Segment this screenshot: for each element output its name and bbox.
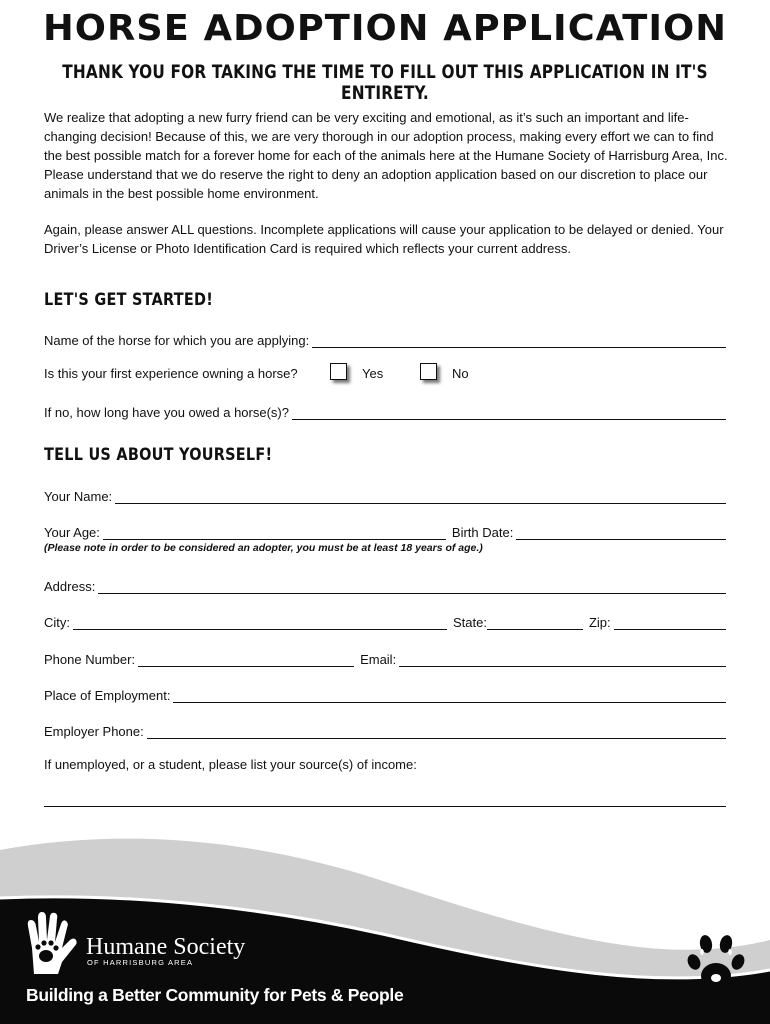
- no-checkbox[interactable]: [420, 363, 437, 380]
- zip-label: Zip:: [588, 615, 611, 630]
- horse-name-label: Name of the horse for which you are applying:: [44, 333, 310, 348]
- org-subname: OF HARRISBURG AREA: [87, 958, 194, 967]
- city-label: City:: [44, 615, 70, 630]
- page-title: HORSE ADOPTION APPLICATION: [42, 8, 728, 49]
- age-note: (Please note in order to be considered an adopter, you must be at least 18 years of age.): [44, 542, 483, 554]
- page-subtitle: THANK YOU FOR TAKING THE TIME TO FILL OUT THIS APPLICATION IN IT'S ENTIRETY.: [62, 62, 708, 104]
- org-name: Humane Society: [86, 934, 246, 960]
- yes-label: Yes: [362, 366, 384, 381]
- paw-print-icon: [680, 928, 750, 998]
- income-field[interactable]: [44, 806, 726, 807]
- horse-name-field[interactable]: [312, 332, 726, 348]
- how-long-row: [44, 400, 726, 420]
- intro-paragraph-1: We realize that adopting a new furry friend can be very exciting and emotional, as it’s such an important and life-changing decision! Because of this, we are very thorough in our adoption process, making every effort we can to find the best possible match for a forever home for each of the animals here at the Humane Society of Harrisburg Area, Inc. Please understand that we do reserve the right to deny an adoption application based on our discretion to place our animals in the best possible home environment.: [44, 110, 728, 201]
- employer-phone-row: [44, 719, 726, 739]
- income-label: If unemployed, or a student, please list your source(s) of income:: [44, 757, 417, 772]
- employment-row: [44, 683, 726, 703]
- address-label: Address:: [44, 579, 96, 594]
- birth-date-label: Birth Date:: [451, 525, 514, 540]
- address-row: [44, 574, 726, 594]
- yes-checkbox[interactable]: [330, 363, 347, 380]
- email-field[interactable]: [399, 651, 726, 667]
- phone-field[interactable]: [138, 651, 354, 667]
- age-field[interactable]: [103, 524, 446, 540]
- phone-label: Phone Number:: [44, 652, 136, 667]
- employment-label: Place of Employment:: [44, 688, 171, 703]
- section-heading-lets-get-started: LET'S GET STARTED!: [44, 290, 214, 310]
- age-label: Your Age:: [44, 525, 100, 540]
- employer-phone-field[interactable]: [147, 723, 726, 739]
- hand-paw-logo-icon: [24, 912, 80, 976]
- intro-paragraph-2: Again, please answer ALL questions. Incomplete applications will cause your application to be delayed or denied. Your Driver’s License or Photo Identification Card is required which reflects your current address.: [44, 222, 724, 256]
- city-field[interactable]: [73, 614, 447, 630]
- how-long-label: If no, how long have you owed a horse(s)?: [44, 405, 289, 420]
- footer-slogan: Building a Better Community for Pets & People: [26, 985, 404, 1005]
- name-field[interactable]: [115, 488, 726, 504]
- first-experience-label: Is this your first experience owning a horse?: [44, 366, 298, 381]
- zip-field[interactable]: [614, 614, 726, 630]
- no-label: No: [452, 366, 469, 381]
- phone-row: [44, 647, 726, 667]
- city-row: [44, 610, 726, 630]
- horse-name-row: [44, 328, 726, 348]
- name-label: Your Name:: [44, 489, 113, 504]
- birth-date-field[interactable]: [516, 524, 726, 540]
- section-heading-tell-us: TELL US ABOUT YOURSELF!: [44, 445, 273, 465]
- state-label: State:: [453, 615, 487, 630]
- employer-phone-label: Employer Phone:: [44, 724, 144, 739]
- how-long-field[interactable]: [292, 404, 726, 420]
- age-row: [44, 520, 726, 540]
- address-field[interactable]: [98, 578, 726, 594]
- state-field[interactable]: [487, 614, 583, 630]
- email-label: Email:: [360, 652, 397, 667]
- name-row: [44, 484, 726, 504]
- employment-field[interactable]: [173, 687, 726, 703]
